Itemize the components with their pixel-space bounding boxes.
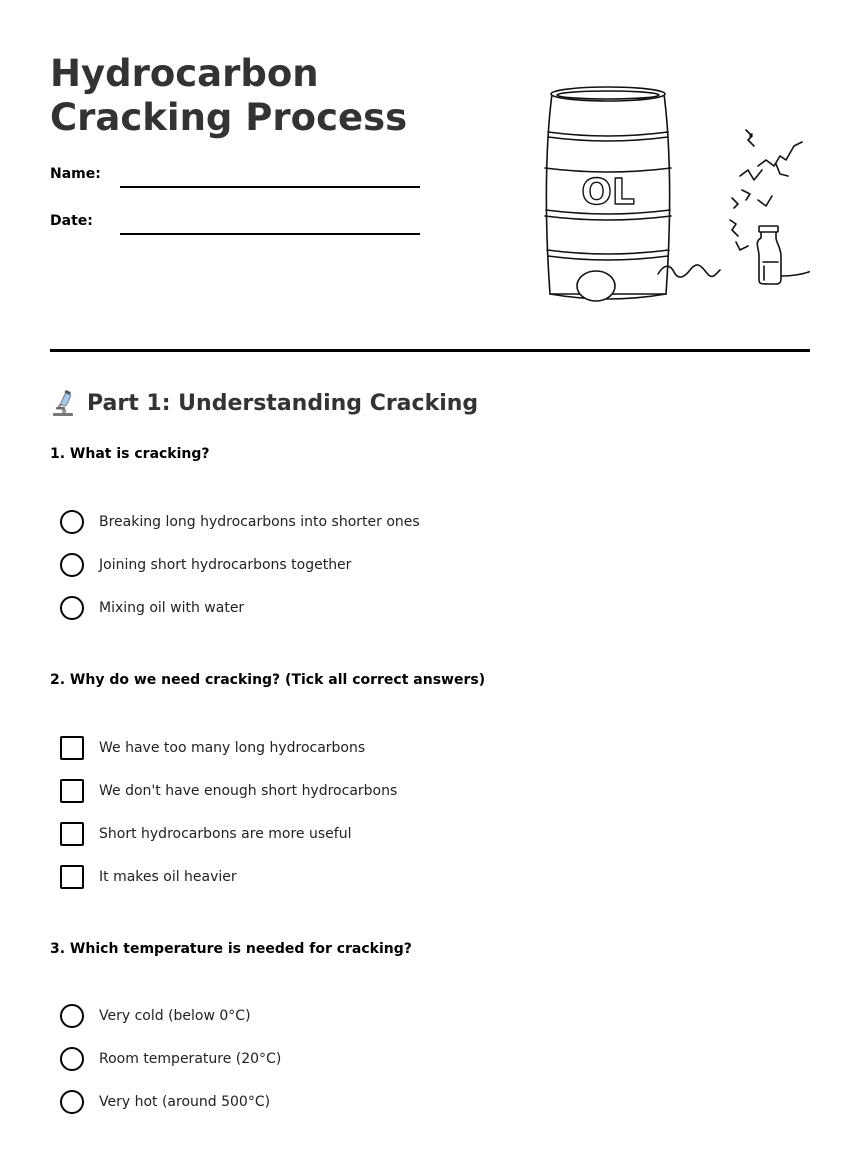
name-answer-line[interactable]	[120, 186, 420, 188]
question-2: 2. Why do we need cracking? (Tick all correct answers)	[50, 672, 486, 688]
option-label: Mixing oil with water	[99, 600, 245, 616]
radio-button[interactable]	[60, 553, 84, 577]
barrel-label: OL	[581, 172, 635, 213]
header-divider	[50, 349, 810, 352]
option-label: It makes oil heavier	[99, 869, 237, 885]
radio-button[interactable]	[60, 1004, 84, 1028]
q2-option-2[interactable]	[60, 778, 397, 804]
option-label: Joining short hydrocarbons together	[99, 557, 352, 573]
part1-title	[50, 388, 478, 420]
date-field[interactable]	[50, 209, 420, 239]
q3-option-3[interactable]	[60, 1089, 270, 1115]
worksheet-header	[50, 0, 810, 352]
radio-button[interactable]	[60, 510, 84, 534]
option-label: Short hydrocarbons are more useful	[99, 826, 352, 842]
q1-option-2[interactable]	[60, 552, 351, 578]
name-field[interactable]	[50, 162, 420, 192]
checkbox[interactable]	[60, 822, 84, 846]
worksheet-title: Hydrocarbon Cracking Process	[50, 52, 408, 139]
option-label: We have too many long hydrocarbons	[99, 740, 366, 756]
checkbox[interactable]	[60, 779, 84, 803]
q1-option-1[interactable]	[60, 509, 420, 535]
radio-button[interactable]	[60, 1047, 84, 1071]
date-label: Date:	[50, 213, 93, 229]
date-answer-line[interactable]	[120, 233, 420, 235]
question-3: 3. Which temperature is needed for cracking?	[50, 941, 412, 957]
radio-button[interactable]	[60, 596, 84, 620]
question-1: 1. What is cracking?	[50, 446, 210, 462]
q2-option-4[interactable]	[60, 864, 237, 890]
worksheet-page	[50, 0, 810, 1161]
q3-option-2[interactable]	[60, 1046, 281, 1072]
radio-button[interactable]	[60, 1090, 84, 1114]
name-label: Name:	[50, 166, 101, 182]
option-label: Very cold (below 0°C)	[99, 1008, 251, 1024]
q1-option-3[interactable]	[60, 595, 244, 621]
option-label: Room temperature (20°C)	[99, 1051, 282, 1067]
option-label: Breaking long hydrocarbons into shorter ones	[99, 514, 420, 530]
q2-option-1[interactable]	[60, 735, 365, 761]
option-label: We don't have enough short hydrocarbons	[99, 783, 398, 799]
checkbox[interactable]	[60, 736, 84, 760]
part1-title-text: Part 1: Understanding Cracking	[87, 391, 479, 416]
option-label: Very hot (around 500°C)	[99, 1094, 271, 1110]
q2-option-3[interactable]	[60, 821, 351, 847]
checkbox[interactable]	[60, 865, 84, 889]
microscope-icon	[50, 390, 78, 418]
oil-barrel-illustration	[540, 80, 810, 310]
q3-option-1[interactable]	[60, 1003, 251, 1029]
